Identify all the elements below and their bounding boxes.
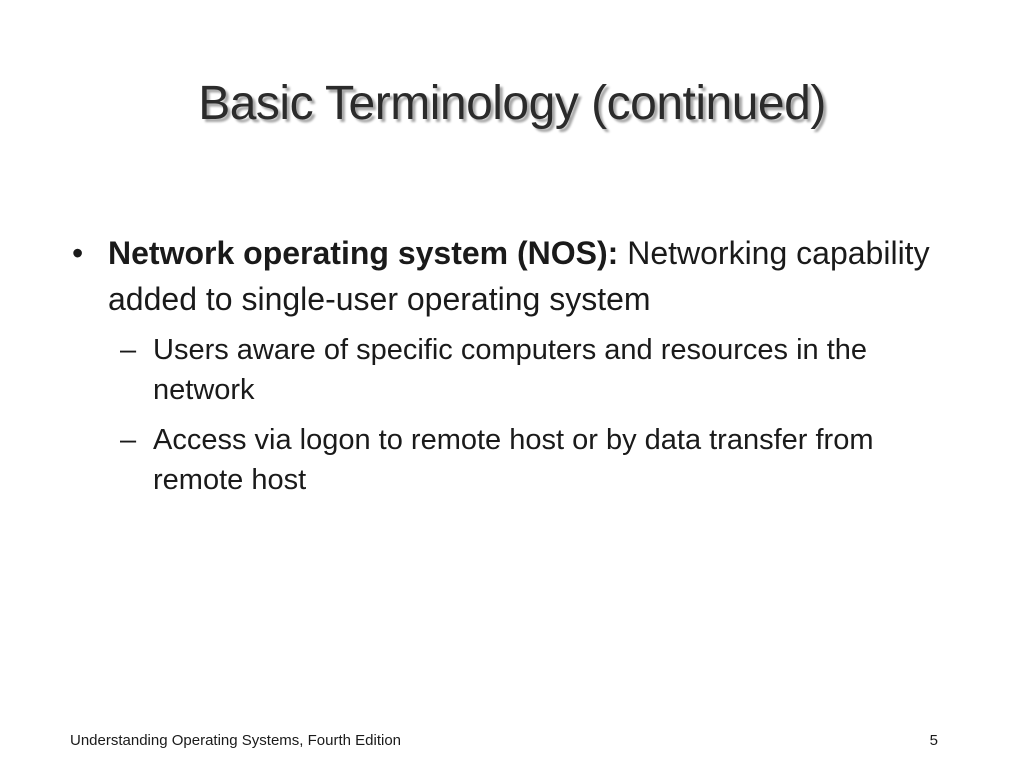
bullet-marker: • xyxy=(72,235,84,271)
slide-title: Basic Terminology (continued) xyxy=(198,77,826,130)
sub-bullet-text: Users aware of specific computers and resources in the network xyxy=(153,334,868,406)
footer-book-title: Understanding Operating Systems, Fourth Edition xyxy=(70,732,402,749)
sub-bullet-marker: – xyxy=(120,424,137,456)
footer-page-number: 5 xyxy=(929,732,938,749)
bullet-text: Networking capability added to single-user operating system xyxy=(108,235,930,317)
sub-bullet-item xyxy=(70,330,950,410)
sub-bullet-list xyxy=(70,330,950,500)
slide-content xyxy=(70,230,950,510)
sub-bullet-text: Access via logon to remote host or by data transfer from remote host xyxy=(153,424,874,496)
sub-bullet-marker: – xyxy=(120,334,137,366)
bullet-item xyxy=(70,230,950,322)
sub-bullet-item xyxy=(70,420,950,500)
bullet-term: Network operating system (NOS): xyxy=(108,235,619,271)
